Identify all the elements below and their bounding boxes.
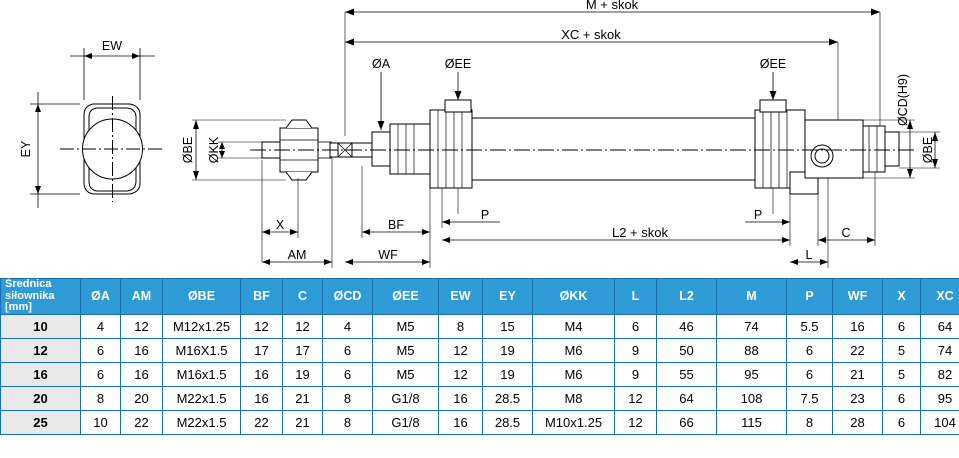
label-okk-left: ØKK	[207, 136, 221, 164]
header-cell-obe: ØBE	[163, 279, 241, 315]
cell-x: 6	[883, 386, 921, 410]
dimensions-table-container	[0, 278, 959, 458]
cell-oa: 6	[81, 362, 121, 386]
label-ocd: ØCD(H9)	[896, 73, 910, 127]
cell-obe: M16X1.5	[163, 338, 241, 362]
cell-diameter: 25	[1, 410, 81, 434]
cell-wf: 22	[833, 338, 883, 362]
cell-obe: M22x1.5	[163, 386, 241, 410]
cell-bf: 16	[241, 362, 283, 386]
cell-l2: 50	[657, 338, 717, 362]
cell-p: 6	[787, 362, 833, 386]
header-cell-m: M	[717, 279, 787, 315]
cell-am: 12	[121, 314, 163, 338]
label-oa: ØA	[371, 57, 391, 71]
table-header-row	[1, 279, 959, 315]
cell-l2: 64	[657, 386, 717, 410]
cell-wf: 28	[833, 410, 883, 434]
cell-xc: 82	[921, 362, 959, 386]
cell-xc: 95	[921, 386, 959, 410]
header-cell-x: X	[883, 279, 921, 315]
cell-oee: G1/8	[373, 386, 439, 410]
table-row	[1, 314, 959, 338]
label-m-skok: M + skok	[585, 0, 639, 12]
cell-c: 17	[283, 338, 323, 362]
label-bf: BF	[388, 218, 404, 232]
cell-ocd: 8	[323, 386, 373, 410]
label-wf: WF	[378, 248, 398, 262]
cell-ey: 15	[483, 314, 533, 338]
cell-okk: M6	[533, 362, 615, 386]
cell-bf: 22	[241, 410, 283, 434]
cell-am: 20	[121, 386, 163, 410]
header-cell-diameter	[1, 279, 81, 315]
cell-oee: G1/8	[373, 410, 439, 434]
cell-oee: M5	[373, 314, 439, 338]
table-row	[1, 362, 959, 386]
cell-l: 9	[615, 362, 657, 386]
dimensions-table	[0, 278, 959, 435]
label-x: X	[275, 218, 285, 232]
cell-m: 74	[717, 314, 787, 338]
cell-bf: 16	[241, 386, 283, 410]
cell-xc: 104	[921, 410, 959, 434]
cell-ew: 8	[439, 314, 483, 338]
header-line-2: siłownika	[5, 289, 55, 302]
cell-l: 12	[615, 410, 657, 434]
cell-x: 5	[883, 338, 921, 362]
cell-c: 21	[283, 386, 323, 410]
cell-c: 21	[283, 410, 323, 434]
cell-m: 108	[717, 386, 787, 410]
label-ew-top: EW	[101, 39, 123, 53]
header-cell-c: C	[283, 279, 323, 315]
header-cell-oee: ØEE	[373, 279, 439, 315]
cell-m: 95	[717, 362, 787, 386]
header-cell-ey: EY	[483, 279, 533, 315]
cell-xc: 64	[921, 314, 959, 338]
cell-wf: 16	[833, 314, 883, 338]
cell-ey: 28.5	[483, 410, 533, 434]
cell-wf: 23	[833, 386, 883, 410]
cell-xc: 74	[921, 338, 959, 362]
cell-c: 12	[283, 314, 323, 338]
header-line-1: Średnica	[5, 278, 52, 290]
cell-p: 5.5	[787, 314, 833, 338]
cell-bf: 12	[241, 314, 283, 338]
cell-bf: 17	[241, 338, 283, 362]
cell-obe: M12x1.25	[163, 314, 241, 338]
cell-ey: 19	[483, 362, 533, 386]
cell-ew: 16	[439, 386, 483, 410]
cell-okk: M6	[533, 338, 615, 362]
cell-l2: 66	[657, 410, 717, 434]
cell-am: 22	[121, 410, 163, 434]
label-obe-right: ØBE	[921, 136, 935, 164]
cell-wf: 21	[833, 362, 883, 386]
cell-p: 6	[787, 338, 833, 362]
header-cell-xc: XC	[921, 279, 959, 315]
cell-ocd: 4	[323, 314, 373, 338]
table-row	[1, 386, 959, 410]
header-cell-am: AM	[121, 279, 163, 315]
table-row	[1, 410, 959, 434]
header-line-3: [mm]	[5, 301, 32, 314]
cell-diameter: 12	[1, 338, 81, 362]
cell-p: 8	[787, 410, 833, 434]
label-oee-right: ØEE	[759, 57, 787, 71]
label-oee-left: ØEE	[444, 57, 472, 71]
cell-obe: M22x1.5	[163, 410, 241, 434]
cell-ey: 28.5	[483, 386, 533, 410]
header-cell-p: P	[787, 279, 833, 315]
label-l2-skok: L2 + skok	[611, 225, 669, 240]
cell-x: 5	[883, 362, 921, 386]
cell-ew: 12	[439, 362, 483, 386]
cell-ocd: 6	[323, 362, 373, 386]
table-row	[1, 338, 959, 362]
table-body	[1, 314, 959, 434]
header-cell-okk: ØKK	[533, 279, 615, 315]
label-c: C	[841, 226, 851, 240]
header-cell-bf: BF	[241, 279, 283, 315]
cell-diameter: 16	[1, 362, 81, 386]
cell-m: 88	[717, 338, 787, 362]
header-cell-ocd: ØCD	[323, 279, 373, 315]
cell-l: 6	[615, 314, 657, 338]
header-cell-l: L	[615, 279, 657, 315]
cell-am: 16	[121, 362, 163, 386]
label-l: L	[805, 248, 813, 262]
cell-ew: 12	[439, 338, 483, 362]
label-obe-left: ØBE	[181, 136, 195, 164]
cell-obe: M16x1.5	[163, 362, 241, 386]
label-am: AM	[287, 248, 307, 262]
cell-l2: 55	[657, 362, 717, 386]
cell-oa: 10	[81, 410, 121, 434]
label-p-right: P	[753, 208, 763, 222]
cell-l: 9	[615, 338, 657, 362]
header-cell-ew: EW	[439, 279, 483, 315]
cell-l: 12	[615, 386, 657, 410]
cell-okk: M8	[533, 386, 615, 410]
cell-p: 7.5	[787, 386, 833, 410]
cell-ocd: 6	[323, 338, 373, 362]
cell-x: 6	[883, 314, 921, 338]
cell-oee: M5	[373, 338, 439, 362]
cell-ocd: 8	[323, 410, 373, 434]
header-cell-l2: L2	[657, 279, 717, 315]
label-p-left: P	[480, 208, 490, 222]
cell-okk: M10x1.25	[533, 410, 615, 434]
header-cell-oa: ØA	[81, 279, 121, 315]
header-cell-wf: WF	[833, 279, 883, 315]
cell-oa: 6	[81, 338, 121, 362]
cell-diameter: 10	[1, 314, 81, 338]
label-ey-left: EY	[19, 140, 33, 158]
cell-okk: M4	[533, 314, 615, 338]
cell-ey: 19	[483, 338, 533, 362]
cell-x: 6	[883, 410, 921, 434]
cell-oee: M5	[373, 362, 439, 386]
cell-am: 16	[121, 338, 163, 362]
cell-m: 115	[717, 410, 787, 434]
cell-oa: 8	[81, 386, 121, 410]
cell-ew: 16	[439, 410, 483, 434]
cell-c: 19	[283, 362, 323, 386]
cell-diameter: 20	[1, 386, 81, 410]
cell-oa: 4	[81, 314, 121, 338]
label-xc-skok: XC + skok	[561, 27, 621, 42]
cell-l2: 46	[657, 314, 717, 338]
